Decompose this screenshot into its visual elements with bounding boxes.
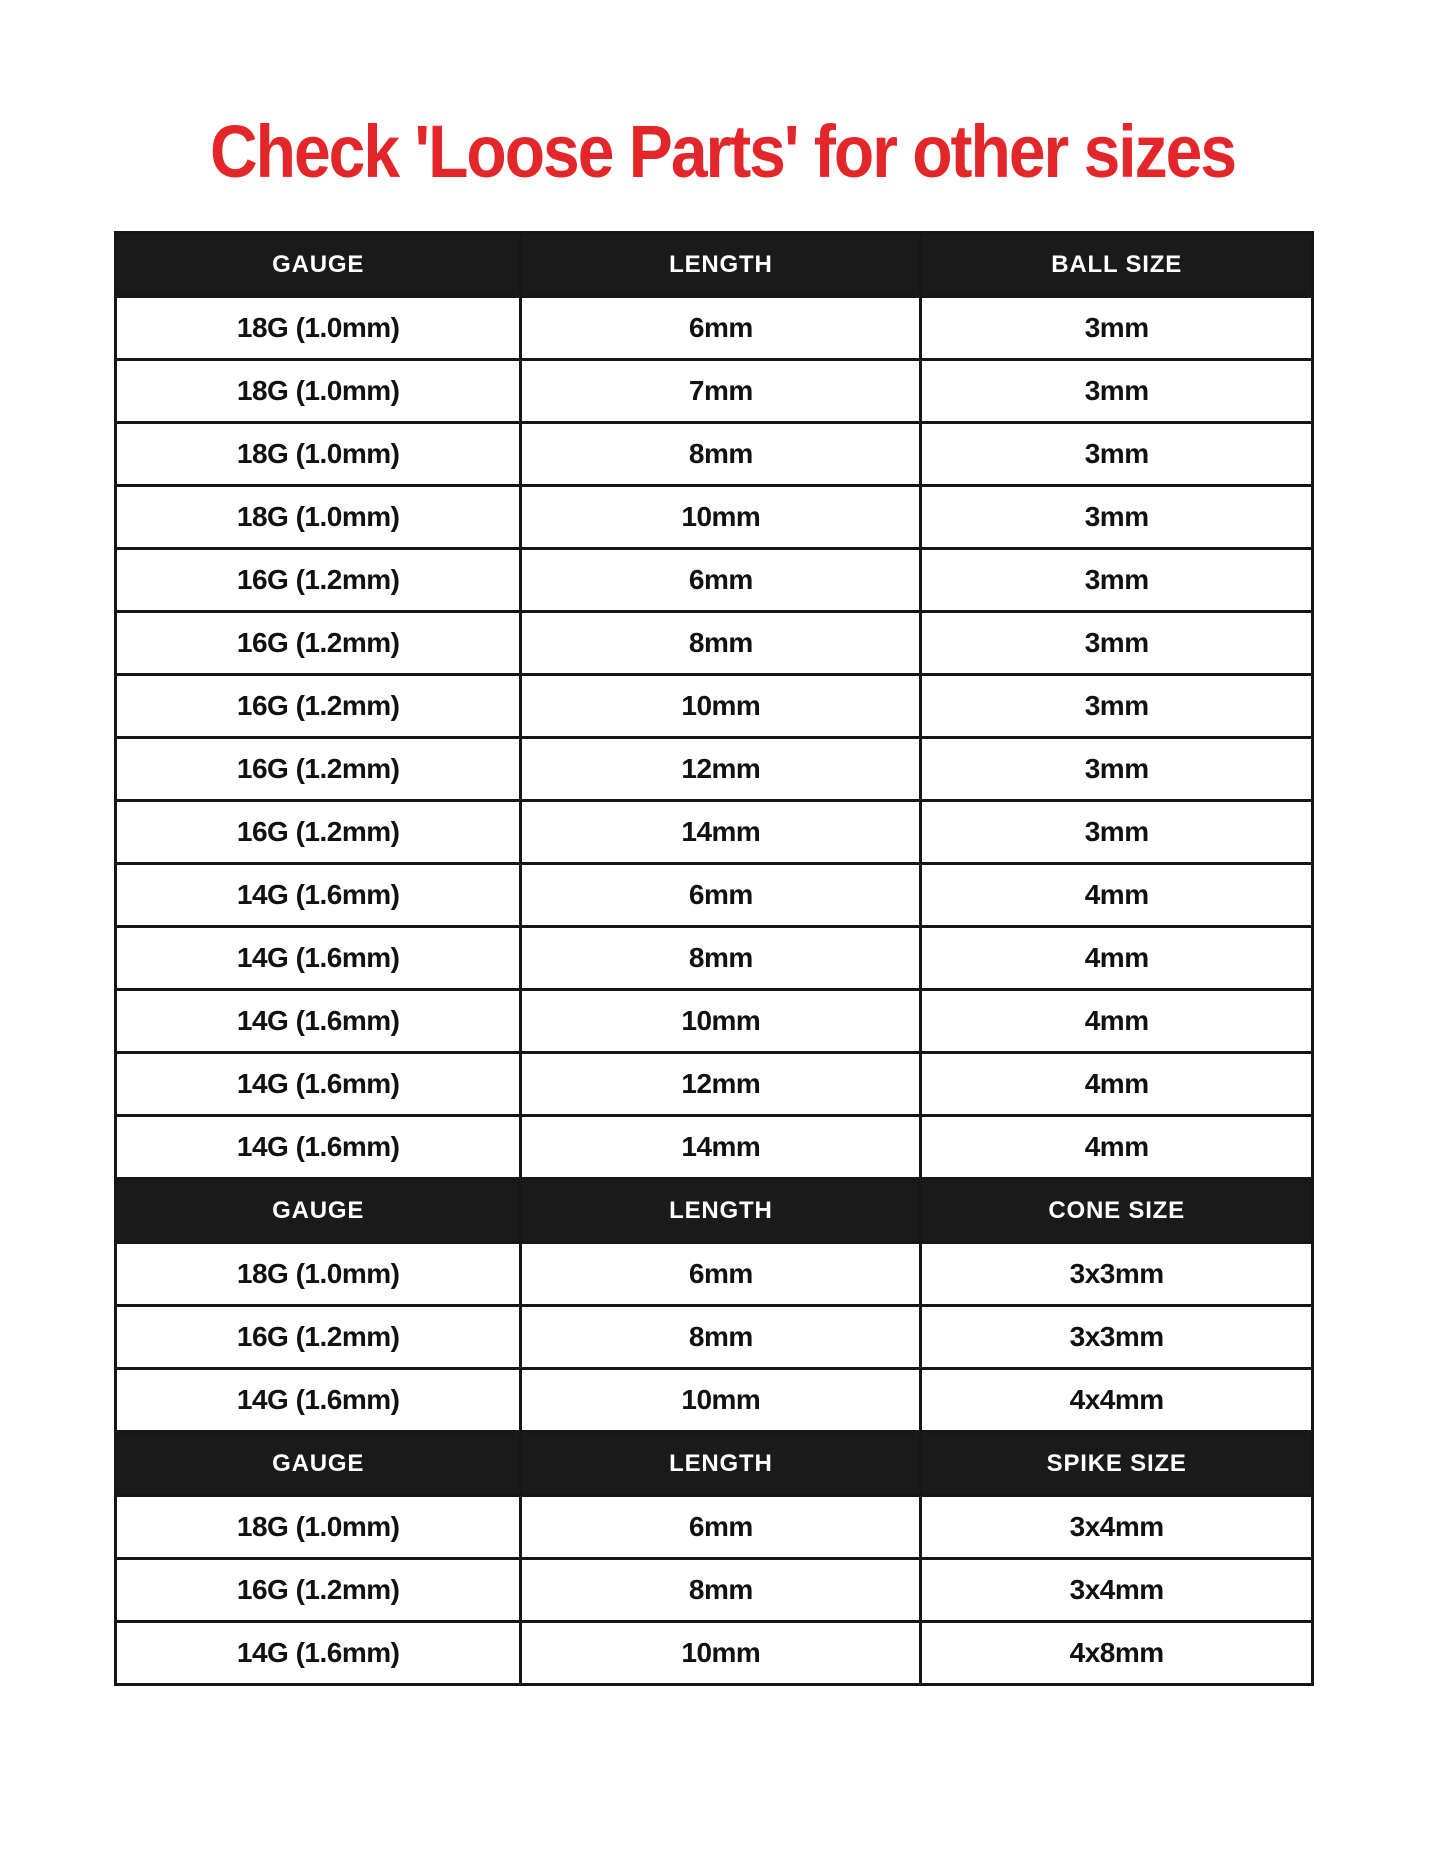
column-header-ball-size: BALL SIZE [919,234,1311,295]
length-cell: 10mm [519,991,919,1051]
length-cell: 8mm [519,1560,919,1620]
gauge-cell: 16G (1.2mm) [236,753,400,784]
table-row [117,1114,1311,1177]
size-cell: 4mm [919,991,1311,1051]
gauge-cell: 14G (1.6mm) [236,1637,400,1668]
table-row [117,736,1311,799]
table-row [117,610,1311,673]
column-header-length: LENGTH [519,1180,919,1241]
size-cell: 3x3mm [919,1307,1311,1367]
table-row [117,1494,1311,1557]
table-row [117,673,1311,736]
size-cell: 3x4mm [919,1560,1311,1620]
size-cell: 4mm [919,1117,1311,1177]
gauge-cell: 16G (1.2mm) [236,564,400,595]
size-cell: 4mm [919,928,1311,988]
table-row [117,484,1311,547]
size-cell: 3mm [919,550,1311,610]
length-cell: 10mm [519,676,919,736]
gauge-cell: 16G (1.2mm) [236,1321,400,1352]
size-cell: 3mm [919,676,1311,736]
length-cell: 12mm [519,739,919,799]
gauge-cell: 16G (1.2mm) [236,1574,400,1605]
size-cell: 4x8mm [919,1623,1311,1683]
length-cell: 12mm [519,1054,919,1114]
size-cell: 3mm [919,613,1311,673]
column-header-length: LENGTH [519,234,919,295]
table-row [117,295,1311,358]
page [0,109,1445,1852]
column-header-gauge: GAUGE [272,250,365,278]
spike-size-section-header-row [117,1430,1311,1494]
table-row [117,799,1311,862]
page-title: Check 'Loose Parts' for other sizes [209,109,1236,193]
size-cell: 3mm [919,361,1311,421]
size-cell: 3mm [919,424,1311,484]
gauge-cell: 14G (1.6mm) [236,1005,400,1036]
cone-size-section-header-row [117,1177,1311,1241]
size-cell: 3x4mm [919,1497,1311,1557]
gauge-cell: 18G (1.0mm) [236,501,400,532]
gauge-cell: 18G (1.0mm) [236,1258,400,1289]
gauge-cell: 16G (1.2mm) [236,816,400,847]
table-row [117,1620,1311,1683]
column-header-cone-size: CONE SIZE [919,1180,1311,1241]
gauge-cell: 14G (1.6mm) [236,1384,400,1415]
size-cell: 3mm [919,487,1311,547]
column-header-length: LENGTH [519,1433,919,1494]
table-row [117,862,1311,925]
length-cell: 10mm [519,487,919,547]
size-table [114,231,1314,1686]
length-cell: 6mm [519,298,919,358]
length-cell: 7mm [519,361,919,421]
gauge-cell: 18G (1.0mm) [236,312,400,343]
column-header-gauge: GAUGE [272,1449,365,1477]
gauge-cell: 14G (1.6mm) [236,1068,400,1099]
length-cell: 8mm [519,1307,919,1367]
length-cell: 10mm [519,1623,919,1683]
table-row [117,1557,1311,1620]
table-row [117,358,1311,421]
size-cell: 3mm [919,739,1311,799]
size-cell: 3mm [919,298,1311,358]
table-row [117,547,1311,610]
size-cell: 4mm [919,1054,1311,1114]
size-cell: 3x3mm [919,1244,1311,1304]
table-row [117,925,1311,988]
gauge-cell: 18G (1.0mm) [236,1511,400,1542]
length-cell: 8mm [519,928,919,988]
gauge-cell: 16G (1.2mm) [236,690,400,721]
table-row [117,1304,1311,1367]
table-row [117,988,1311,1051]
length-cell: 14mm [519,802,919,862]
size-cell: 4mm [919,865,1311,925]
length-cell: 10mm [519,1370,919,1430]
gauge-cell: 18G (1.0mm) [236,438,400,469]
size-cell: 4x4mm [919,1370,1311,1430]
table-row [117,1051,1311,1114]
gauge-cell: 14G (1.6mm) [236,879,400,910]
table-row [117,421,1311,484]
length-cell: 6mm [519,865,919,925]
column-header-gauge: GAUGE [272,1196,365,1224]
length-cell: 8mm [519,613,919,673]
length-cell: 6mm [519,1497,919,1557]
length-cell: 14mm [519,1117,919,1177]
gauge-cell: 18G (1.0mm) [236,375,400,406]
gauge-cell: 14G (1.6mm) [236,942,400,973]
gauge-cell: 14G (1.6mm) [236,1131,400,1162]
length-cell: 6mm [519,550,919,610]
table-row [117,1367,1311,1430]
size-cell: 3mm [919,802,1311,862]
gauge-cell: 16G (1.2mm) [236,627,400,658]
ball-size-section-header-row [117,234,1311,295]
length-cell: 8mm [519,424,919,484]
column-header-spike-size: SPIKE SIZE [919,1433,1311,1494]
length-cell: 6mm [519,1244,919,1304]
table-row [117,1241,1311,1304]
